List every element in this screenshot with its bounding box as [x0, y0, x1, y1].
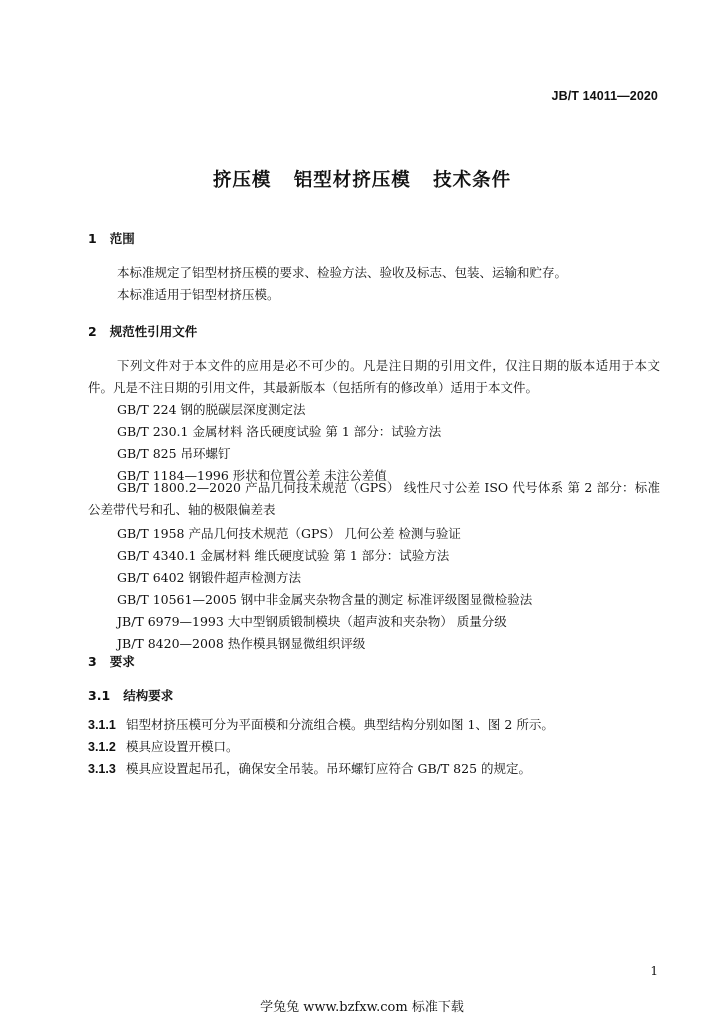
reference-item: GB/T 6402 钢锻件超声检测方法 [117, 570, 301, 585]
reference-item: JB/T 8420—2008 热作模具钢显微组织评级 [117, 636, 366, 651]
section-3-1-heading: 3.1 结构要求 [88, 688, 174, 703]
clause-text: 铝型材挤压模可分为平面模和分流组合模。典型结构分别如图 1、图 2 所示。 [126, 717, 554, 732]
document-title: 挤压模 铝型材挤压模 技术条件 [212, 170, 512, 191]
clause-3-1-2 [88, 738, 239, 756]
section-1-heading: 1 范围 [88, 231, 135, 246]
section-1-line-1: 本标准规定了铝型材挤压模的要求、检验方法、验收及标志、包装、运输和贮存。 [117, 265, 568, 280]
clause-3-1-1 [88, 716, 554, 734]
reference-item: GB/T 10561—2005 钢中非金属夹杂物含量的测定 标准评级图显微检验法 [117, 592, 533, 607]
section-1-line-2: 本标准适用于铝型材挤压模。 [117, 287, 280, 302]
reference-item-long: GB/T 1800.2—2020 产品几何技术规范（GPS） 线性尺寸公差 ISO 代号体系 第 2 部分：标准公差带代号和孔、轴的极限偏差表 [88, 480, 660, 517]
clause-3-1-3 [88, 760, 531, 778]
section-2-intro: 下列文件对于本文件的应用是必不可少的。凡是注日期的引用文件，仅注日期的版本适用于本文件。凡是不注日期的引用文件，其最新版本（包括所有的修改单）适用于本文件。 [88, 358, 660, 395]
reference-item: JB/T 6979—1993 大中型钢质锻制模块（超声波和夹杂物） 质量分级 [117, 614, 507, 629]
standard-code: JB/T 14011—2020 [551, 89, 658, 103]
reference-item: GB/T 1184—1996 形状和位置公差 未注公差值 [117, 468, 387, 483]
reference-item: GB/T 825 吊环螺钉 [117, 446, 231, 461]
clause-text: 模具应设置开模口。 [126, 739, 239, 754]
section-2-heading: 2 规范性引用文件 [88, 324, 198, 339]
clause-number: 3.1.3 [88, 762, 116, 776]
footer-watermark: 学兔兔 www.bzfxw.com 标准下载 [260, 1000, 464, 1015]
reference-item: GB/T 230.1 金属材料 洛氏硬度试验 第 1 部分：试验方法 [117, 424, 442, 439]
section-3-heading: 3 要求 [88, 654, 135, 669]
clause-number: 3.1.2 [88, 740, 116, 754]
clause-number: 3.1.1 [88, 718, 116, 732]
reference-item: GB/T 1958 产品几何技术规范（GPS） 几何公差 检测与验证 [117, 526, 461, 541]
page-number: 1 [650, 964, 658, 978]
reference-item: GB/T 4340.1 金属材料 维氏硬度试验 第 1 部分：试验方法 [117, 548, 450, 563]
reference-item: GB/T 224 钢的脱碳层深度测定法 [117, 402, 306, 417]
clause-text: 模具应设置起吊孔，确保安全吊装。吊环螺钉应符合 GB/T 825 的规定。 [126, 761, 531, 776]
